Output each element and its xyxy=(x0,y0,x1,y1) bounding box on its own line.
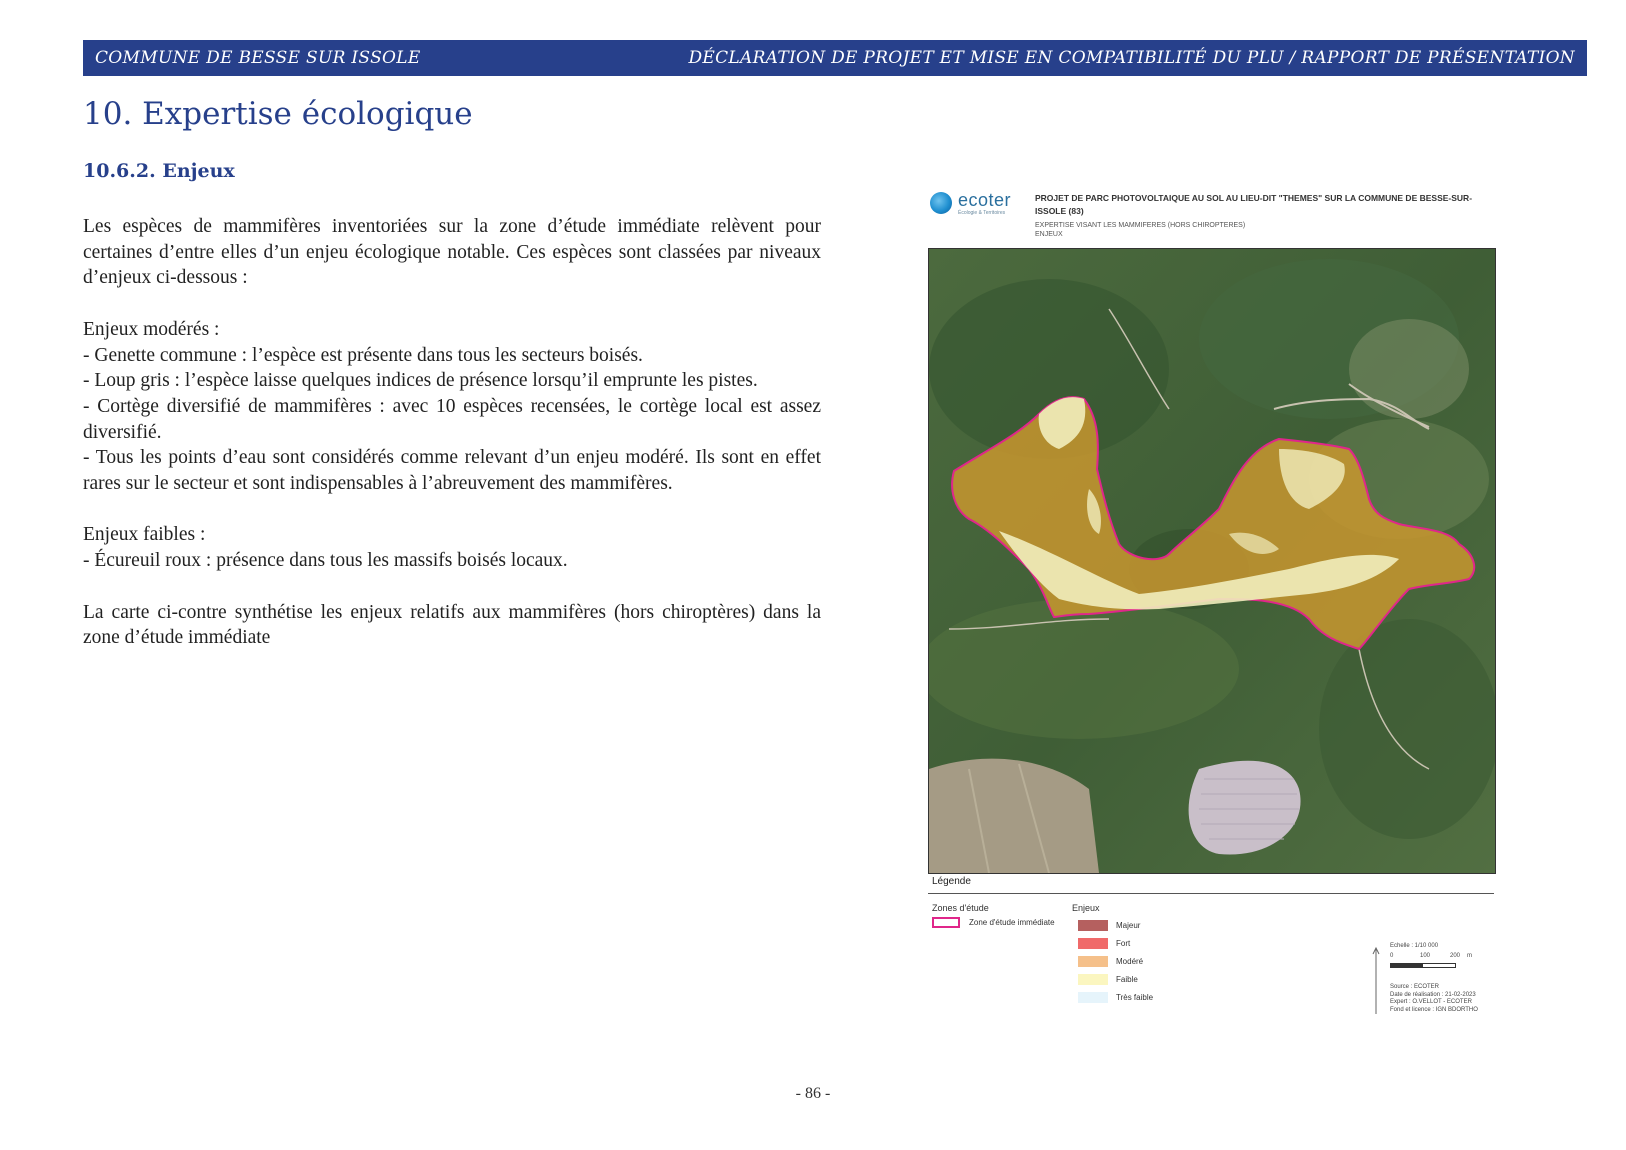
ecoter-logo-icon xyxy=(930,192,952,214)
legend-swatch-modere xyxy=(1078,956,1108,967)
legend-swatch-fort xyxy=(1078,938,1108,949)
north-arrow-icon xyxy=(1370,946,1382,1016)
scale-bar xyxy=(1390,963,1456,968)
map-header xyxy=(928,186,1498,246)
header-bar xyxy=(83,40,1587,76)
legend-swatch-majeur xyxy=(1078,920,1108,931)
legend-swatch-tres-faible xyxy=(1078,992,1108,1003)
legend-label: Modéré xyxy=(1116,957,1144,966)
legend-label: Fort xyxy=(1116,939,1131,948)
logo-text: ecoter xyxy=(958,190,1012,210)
intro-paragraph: Les espèces de mammifères inventoriées sur la zone d’étude immédiate relèvent pour certaines d’entre elles d’un enjeu écologique notable. Ces espèces sont classées par niveaux d’enjeux ci-dessous : xyxy=(83,216,821,289)
list-item: - Loup gris : l’espèce laisse quelques indices de présence lorsqu’il emprunte les pistes. xyxy=(83,370,758,392)
page-number: - 86 - xyxy=(795,1085,831,1102)
header-left: COMMUNE DE BESSE SUR ISSOLE xyxy=(95,48,421,68)
legend-label: Très faible xyxy=(1116,993,1154,1002)
logo-tagline: Écologie & Territoires xyxy=(958,210,1006,216)
moderate-heading: Enjeux modérés : xyxy=(83,318,220,340)
subsection-title: 10.6.2. Enjeux xyxy=(83,160,235,182)
map-figure: ecoter Écologie & Territoires PROJET DE PARC PHOTOVOLTAIQUE AU SOL AU LIEU-DIT "THEMES" SUR LA COMMUNE DE BESSE-SUR-ISSOLE (83) EXPERTISE VISANT LES MAMMIFERES (HORS CHIROPTERES) ENJEUX Légende Zones d'étude Zone d'étude immédiate Enjeux Majeur Fort Modéré Faible Très faible Echelle : 1/10 000 0 100 200 m Source : ECOTER Date de réalisation : 21-02-2023 Expert : O.VELLOT - ECOTER Fond et licence : IGN BDORTHO xyxy=(928,186,1498,1016)
legend-swatch-faible xyxy=(1078,974,1108,985)
legend-label: Faible xyxy=(1116,975,1138,984)
conclusion-paragraph: La carte ci-contre synthétise les enjeux relatifs aux mammifères (hors chiroptères) dans la zone d’étude immédiate xyxy=(83,601,821,649)
body-text xyxy=(83,214,821,651)
aerial-map-image xyxy=(928,248,1496,874)
legend-title: Légende xyxy=(932,876,971,887)
scale-label: Echelle : 1/10 000 xyxy=(1390,943,1439,949)
low-heading: Enjeux faibles : xyxy=(83,524,206,546)
list-item: - Tous les points d’eau sont considérés comme relevant d’un enjeu modéré. Ils sont en effet rares sur le secteur et sont indispensables à l’abreuvement des mammifères. xyxy=(83,447,821,495)
legend-divider xyxy=(928,893,1494,894)
map-sources: Source : ECOTER Date de réalisation : 21-02-2023 Expert : O.VELLOT - ECOTER Fond et licence : IGN BDORTHO xyxy=(1390,984,1478,1013)
header-right: DÉCLARATION DE PROJET ET MISE EN COMPATIBILITÉ DU PLU / RAPPORT DE PRÉSENTATION xyxy=(688,48,1575,68)
section-title: 10. Expertise écologique xyxy=(83,96,473,132)
list-item: - Genette commune : l’espèce est présente dans tous les secteurs boisés. xyxy=(83,344,643,366)
zone-swatch xyxy=(932,917,960,928)
zone-label: Zone d'étude immédiate xyxy=(969,918,1055,927)
legend-label: Majeur xyxy=(1116,921,1141,930)
map-subtitle: EXPERTISE VISANT LES MAMMIFERES (HORS CHIROPTERES) xyxy=(1035,222,1246,229)
map-title: PROJET DE PARC PHOTOVOLTAIQUE AU SOL AU LIEU-DIT "THEMES" SUR LA COMMUNE DE BESSE-SUR-ISSOLE (83) xyxy=(1035,193,1473,216)
enjeux-heading: Enjeux xyxy=(1072,903,1100,913)
list-item: - Écureuil roux : présence dans tous les massifs boisés locaux. xyxy=(83,550,568,572)
zones-heading: Zones d'étude xyxy=(932,903,989,913)
list-item: - Cortège diversifié de mammifères : avec 10 espèces recensées, le cortège local est assez diversifié. xyxy=(83,395,821,443)
map-subtitle-2: ENJEUX xyxy=(1035,231,1063,238)
